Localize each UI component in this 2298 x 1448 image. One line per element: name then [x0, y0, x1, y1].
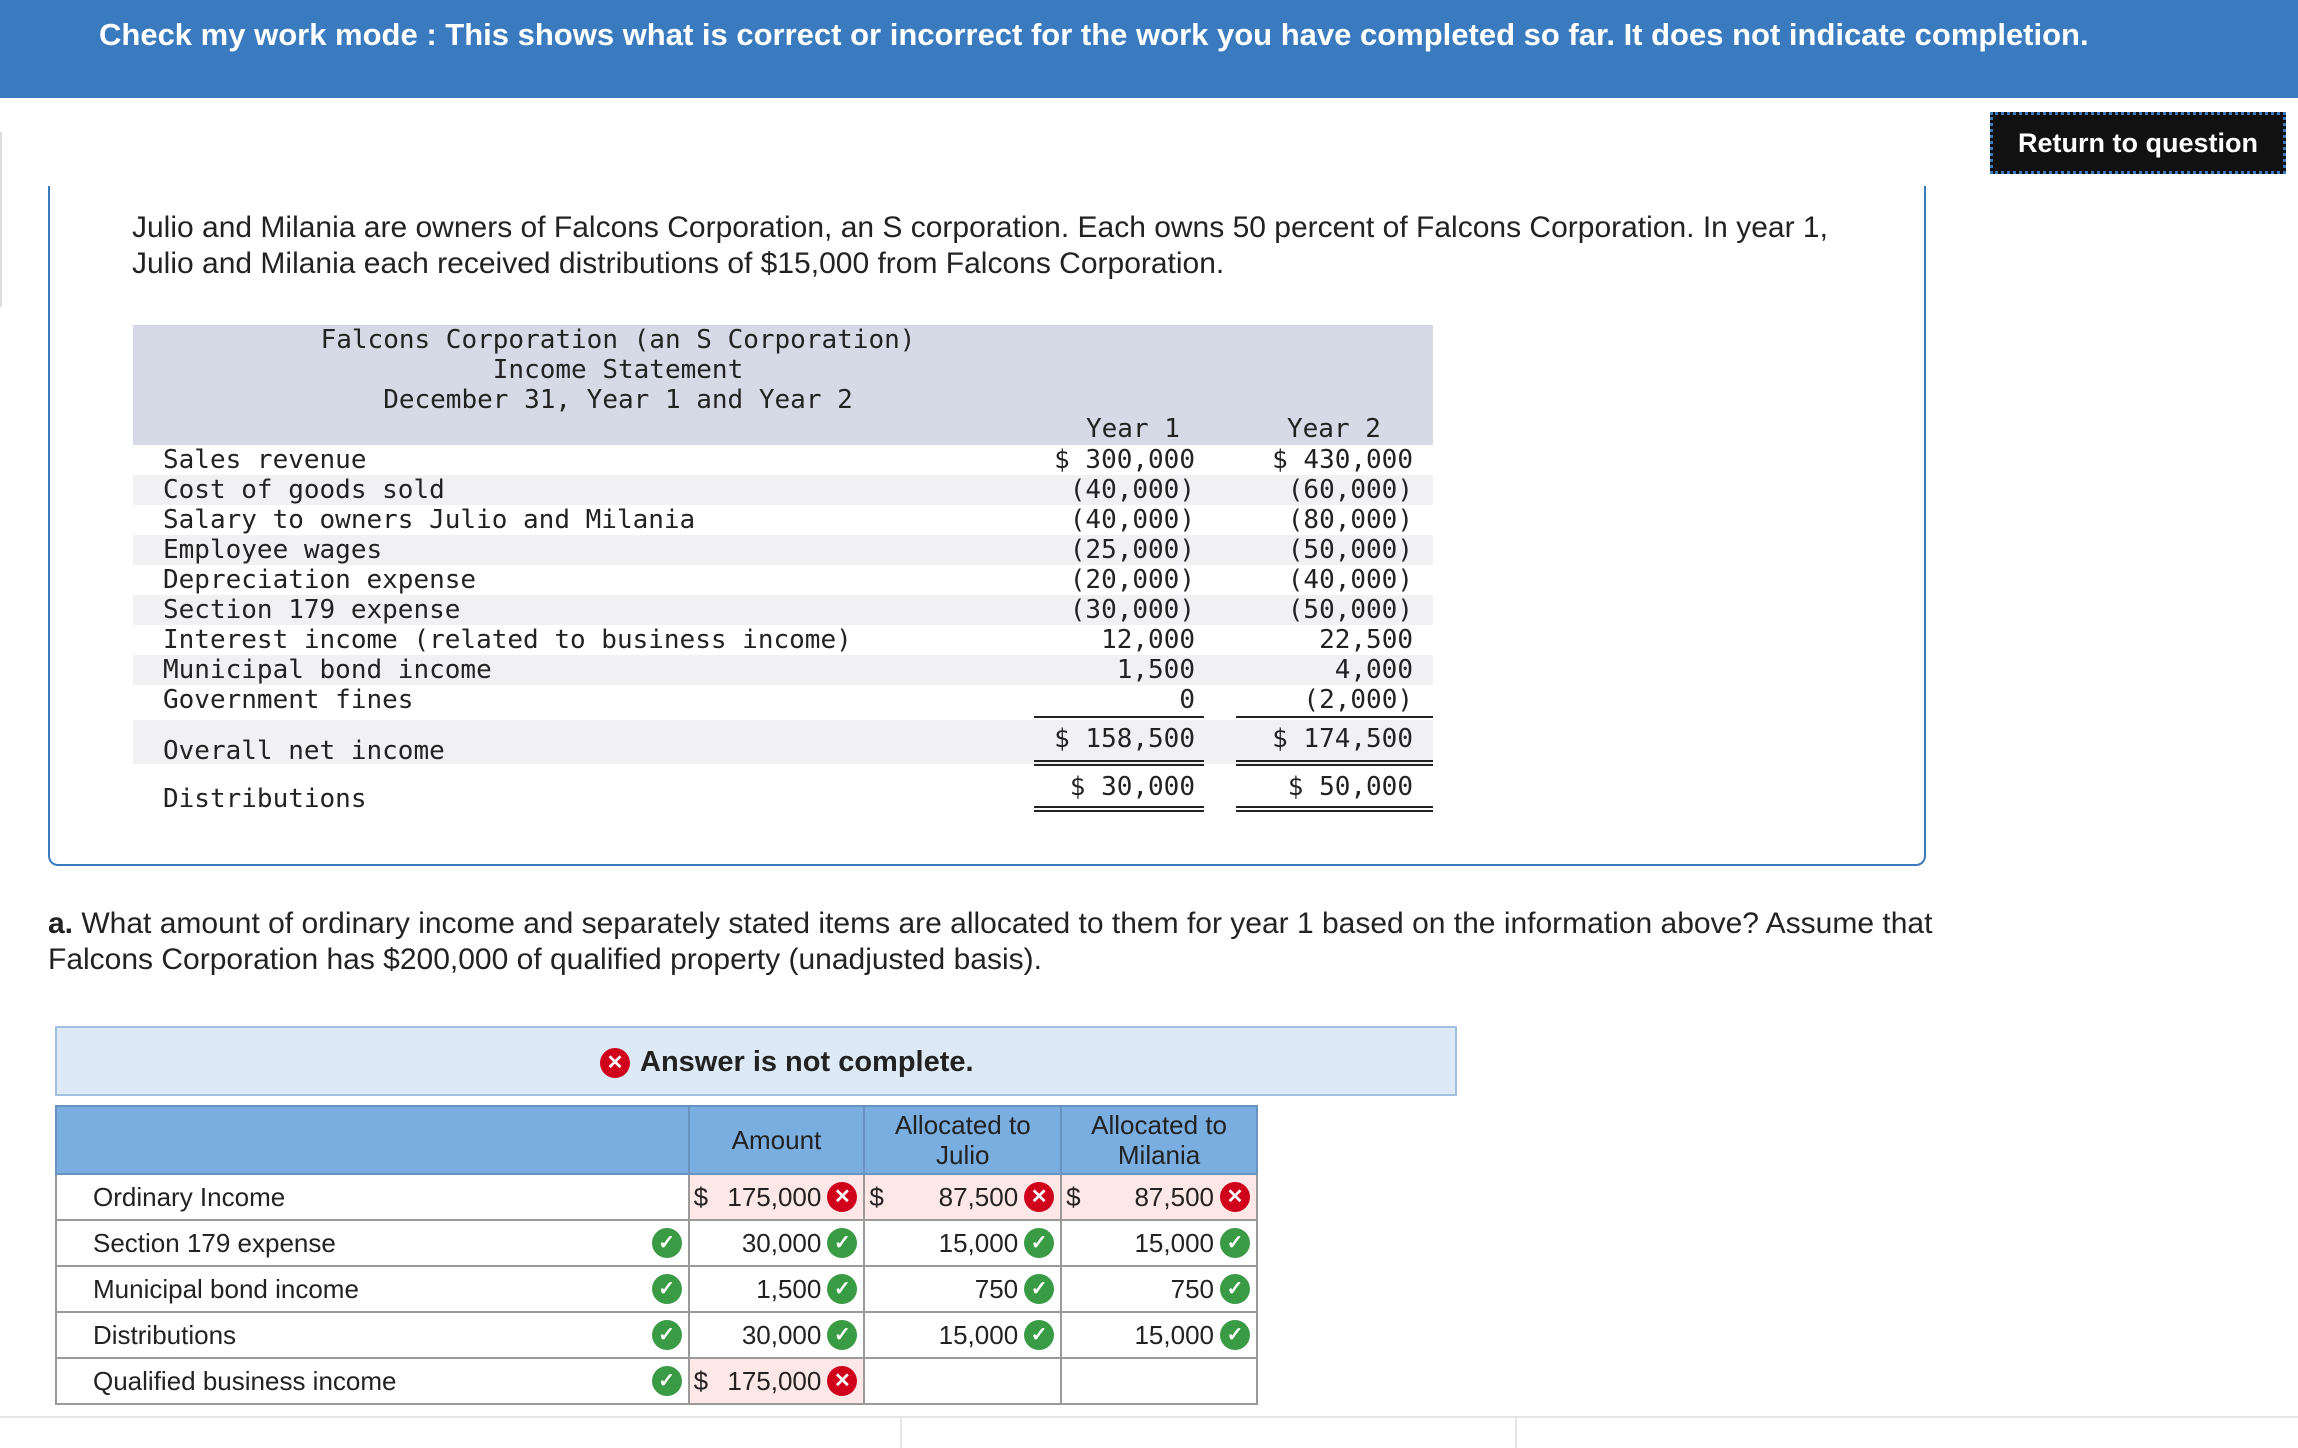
- answer-input-amount[interactable]: [689, 1174, 865, 1220]
- answer-table-header: [56, 1106, 1257, 1174]
- net-income-line-year2: [1236, 760, 1433, 762]
- distributions-line2-year1: [1034, 810, 1204, 812]
- statement-row-year2: (50,000): [1287, 535, 1413, 565]
- question-letter: a.: [48, 907, 74, 940]
- answer-table: [55, 1105, 1258, 1405]
- statement-row-label: Employee wages: [163, 535, 383, 565]
- net-income-line2-year1: [1034, 764, 1204, 766]
- answer-status: [600, 1046, 974, 1079]
- x-circle-icon: ✕: [600, 1048, 630, 1078]
- answer-input-julio[interactable]: [864, 1312, 1061, 1358]
- statement-row: [133, 565, 1433, 595]
- column-year-2: Year 2: [1287, 414, 1381, 444]
- header-allocated-julio: Allocated to Julio: [864, 1106, 1061, 1174]
- answer-row: [56, 1174, 1257, 1220]
- statement-row-label: Municipal bond income: [163, 655, 492, 685]
- answer-value: 15,000: [1134, 1227, 1214, 1258]
- check-circle-icon: ✓: [1024, 1274, 1054, 1304]
- answer-cell-empty: [1061, 1358, 1257, 1404]
- answer-value: 175,000: [727, 1181, 822, 1212]
- answer-row-label: [56, 1220, 689, 1266]
- net-income-row: [133, 720, 1433, 764]
- statement-row-year2: $ 430,000: [1272, 445, 1413, 475]
- distributions-line-year1: [1034, 806, 1204, 808]
- x-circle-icon: ✕: [1220, 1182, 1250, 1212]
- statement-row-year1: $ 300,000: [1054, 445, 1195, 475]
- check-circle-icon: ✓: [1220, 1274, 1250, 1304]
- answer-input-milania[interactable]: [1061, 1220, 1257, 1266]
- answer-value: 87,500: [1134, 1181, 1214, 1212]
- answer-row-label-text: Municipal bond income: [93, 1273, 359, 1304]
- statement-row-year1: (40,000): [1069, 475, 1195, 505]
- problem-intro: Julio and Milania are owners of Falcons Corporation, an S corporation. Each owns 50 percent of Falcons Corporation. In year 1, Julio and Milania each received distributions of $15,000 from Falcons Corporation.: [132, 211, 1828, 280]
- dollar-sign: $: [693, 1181, 709, 1212]
- net-income-line-year1: [1034, 760, 1204, 762]
- statement-row-label: Interest income (related to business income): [163, 625, 852, 655]
- answer-value: 1,500: [756, 1273, 822, 1304]
- statement-row: [133, 595, 1433, 625]
- answer-value: 87,500: [938, 1181, 1019, 1212]
- statement-row-year1: (25,000): [1069, 535, 1195, 565]
- dollar-sign: $: [693, 1365, 709, 1396]
- statement-row-year2: (80,000): [1287, 505, 1413, 535]
- statement-row-year2: (60,000): [1287, 475, 1413, 505]
- statement-row: [133, 535, 1433, 565]
- header-amount: Amount: [689, 1106, 865, 1174]
- statement-row-label: Salary to owners Julio and Milania: [163, 505, 696, 535]
- answer-input-julio[interactable]: [864, 1174, 1061, 1220]
- distributions-year2: $ 50,000: [1287, 772, 1413, 802]
- statement-row-year1: 0: [1179, 685, 1195, 715]
- statement-row: [133, 505, 1433, 535]
- answer-input-amount[interactable]: [689, 1220, 865, 1266]
- answer-input-julio[interactable]: [864, 1266, 1061, 1312]
- distributions-label: Distributions: [163, 784, 367, 814]
- net-income-year1: $ 158,500: [1054, 724, 1195, 754]
- answer-row: [56, 1358, 1257, 1404]
- statement-row-year2: 22,500: [1319, 625, 1413, 655]
- answer-table-body: [56, 1174, 1257, 1404]
- check-circle-icon: ✓: [1024, 1320, 1054, 1350]
- answer-input-milania[interactable]: [1061, 1266, 1257, 1312]
- statement-row-year2: (50,000): [1287, 595, 1413, 625]
- statement-row-year2: (2,000): [1303, 685, 1413, 715]
- statement-row: [133, 655, 1433, 685]
- answer-row-label-text: Qualified business income: [93, 1365, 397, 1396]
- check-circle-icon: ✓: [652, 1274, 682, 1304]
- column-year-1: Year 1: [1086, 414, 1180, 444]
- statement-date: December 31, Year 1 and Year 2: [383, 385, 853, 415]
- x-circle-icon: ✕: [827, 1182, 857, 1212]
- check-mode-banner: [0, 0, 2298, 98]
- return-to-question-button[interactable]: Return to question: [1990, 112, 2286, 174]
- statement-row-label: Cost of goods sold: [163, 475, 445, 505]
- distributions-line-year2: [1236, 806, 1433, 808]
- x-circle-icon: ✕: [1024, 1182, 1054, 1212]
- answer-row-label: [56, 1312, 689, 1358]
- statement-row: [133, 625, 1433, 655]
- statement-row-label: Government fines: [163, 685, 414, 715]
- header-label-column: [56, 1106, 689, 1174]
- statement-row-label: Depreciation expense: [163, 565, 477, 595]
- question-a: [48, 906, 1948, 978]
- statement-row-year1: (30,000): [1069, 595, 1195, 625]
- statement-row: [133, 475, 1433, 505]
- answer-input-amount[interactable]: [689, 1266, 865, 1312]
- answer-row-label-text: Ordinary Income: [93, 1181, 286, 1212]
- distributions-year1: $ 30,000: [1069, 772, 1195, 802]
- answer-input-amount[interactable]: [689, 1358, 865, 1404]
- statement-row-year1: (20,000): [1069, 565, 1195, 595]
- answer-input-milania[interactable]: [1061, 1312, 1257, 1358]
- answer-value: 30,000: [741, 1319, 822, 1350]
- answer-cell-empty: [864, 1358, 1061, 1404]
- statement-row-label: Section 179 expense: [163, 595, 461, 625]
- net-income-label: Overall net income: [163, 736, 445, 766]
- bottom-divider: [0, 1416, 2298, 1418]
- answer-row: [56, 1220, 1257, 1266]
- check-circle-icon: ✓: [652, 1228, 682, 1258]
- check-circle-icon: ✓: [652, 1320, 682, 1350]
- net-income-year2: $ 174,500: [1272, 724, 1413, 754]
- subtotal-line-year2: [1236, 716, 1433, 718]
- check-circle-icon: ✓: [1220, 1228, 1250, 1258]
- check-circle-icon: ✓: [827, 1228, 857, 1258]
- answer-row-label: [56, 1266, 689, 1312]
- check-circle-icon: ✓: [827, 1274, 857, 1304]
- answer-value: 750: [974, 1273, 1019, 1304]
- statement-row-label: Sales revenue: [163, 445, 367, 475]
- answer-row: [56, 1266, 1257, 1312]
- check-circle-icon: ✓: [827, 1320, 857, 1350]
- answer-input-julio[interactable]: [864, 1220, 1061, 1266]
- answer-value: 750: [1170, 1273, 1214, 1304]
- bottom-divider-tick: [900, 1418, 902, 1448]
- answer-input-milania[interactable]: [1061, 1174, 1257, 1220]
- statement-title: Falcons Corporation (an S Corporation): [320, 325, 916, 355]
- answer-value: 15,000: [938, 1227, 1019, 1258]
- left-edge-divider: [0, 132, 2, 307]
- answer-row-label: [56, 1174, 689, 1220]
- distributions-line2-year2: [1236, 810, 1433, 812]
- statement-row-year2: 4,000: [1334, 655, 1413, 685]
- dollar-sign: $: [1066, 1181, 1081, 1212]
- statement-row-year1: 12,000: [1101, 625, 1195, 655]
- check-circle-icon: ✓: [1220, 1320, 1250, 1350]
- header-allocated-milania: Allocated to Milania: [1061, 1106, 1257, 1174]
- statement-subtitle: Income Statement: [492, 355, 744, 385]
- net-income-line2-year2: [1236, 764, 1433, 766]
- answer-row-label-text: Section 179 expense: [93, 1227, 336, 1258]
- statement-row-year1: 1,500: [1116, 655, 1195, 685]
- answer-value: 175,000: [727, 1365, 822, 1396]
- answer-value: 15,000: [1134, 1319, 1214, 1350]
- answer-input-amount[interactable]: [689, 1312, 865, 1358]
- statement-row: [133, 685, 1433, 715]
- banner-text: Check my work mode : This shows what is correct or incorrect for the work you have completed so far. It does not indicate completion.: [99, 17, 2089, 52]
- statement-row-year2: (40,000): [1287, 565, 1413, 595]
- subtotal-line-year1: [1034, 716, 1204, 718]
- answer-status-text: Answer is not complete.: [640, 1046, 974, 1078]
- check-circle-icon: ✓: [652, 1366, 682, 1396]
- check-circle-icon: ✓: [1024, 1228, 1054, 1258]
- answer-row-label: [56, 1358, 689, 1404]
- bottom-divider-tick: [1515, 1418, 1517, 1448]
- x-circle-icon: ✕: [827, 1366, 857, 1396]
- answer-row: [56, 1312, 1257, 1358]
- answer-value: 30,000: [741, 1227, 822, 1258]
- dollar-sign: $: [869, 1181, 884, 1212]
- question-text: What amount of ordinary income and separately stated items are allocated to them for year 1 based on the information above? Assume that Falcons Corporation has $200,000 of qualified property (unadjusted basis).: [48, 907, 1933, 976]
- statement-row: [133, 445, 1433, 475]
- answer-row-label-text: Distributions: [93, 1319, 237, 1350]
- statement-row-year1: (40,000): [1069, 505, 1195, 535]
- answer-value: 15,000: [938, 1319, 1019, 1350]
